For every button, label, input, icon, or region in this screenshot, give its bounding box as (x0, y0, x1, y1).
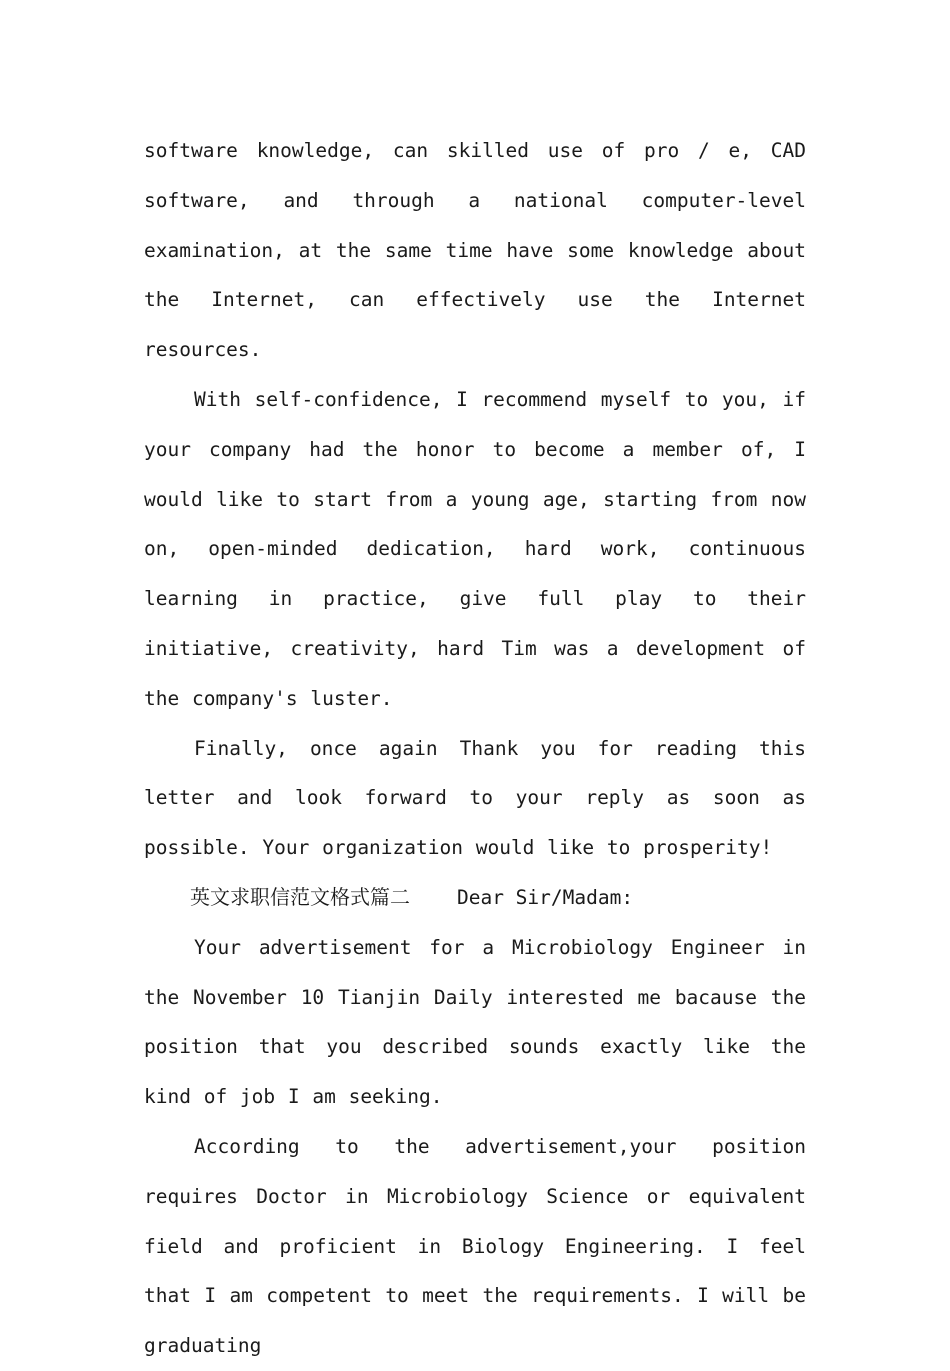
salutation: Dear Sir/Madam: (456, 885, 634, 909)
paragraph-closing-thanks: Finally, once again Thank you for reading this letter and look forward to your reply as soon as possible. Your organization would like to prosperity! (144, 736, 806, 860)
section-title: 英文求职信范文格式篇二 (190, 884, 410, 909)
paragraph-advertisement: Your advertisement for a Microbiology Engineer in the November 10 Tianjin Daily interested me bacause the position that you described sounds exactly like the kind of job I am seeking. (144, 935, 806, 1109)
paragraph-self-recommendation: With self-confidence, I recommend myself to you, if your company had the honor to become a member of, I would like to start from a young age, starting from now on, open-minded dedication, hard work, continuous learning in practice, give full play to their initiative, creativity, hard Tim was a development of the company's luster. (144, 387, 806, 710)
paragraph-software-knowledge: software knowledge, can skilled use of pro / e, CAD software, and through a national computer-level examination, at the same time have some knowledge about the Internet, can effectively use the Internet resources. (144, 139, 806, 362)
section-heading (144, 873, 806, 923)
letter-body (144, 126, 806, 1371)
paragraph-requirements: According to the advertisement,your position requires Doctor in Microbiology Science or equivalent field and proficient in Biology Engineering. I feel that I am competent to meet the requirements. I will be graduating (144, 1134, 806, 1358)
